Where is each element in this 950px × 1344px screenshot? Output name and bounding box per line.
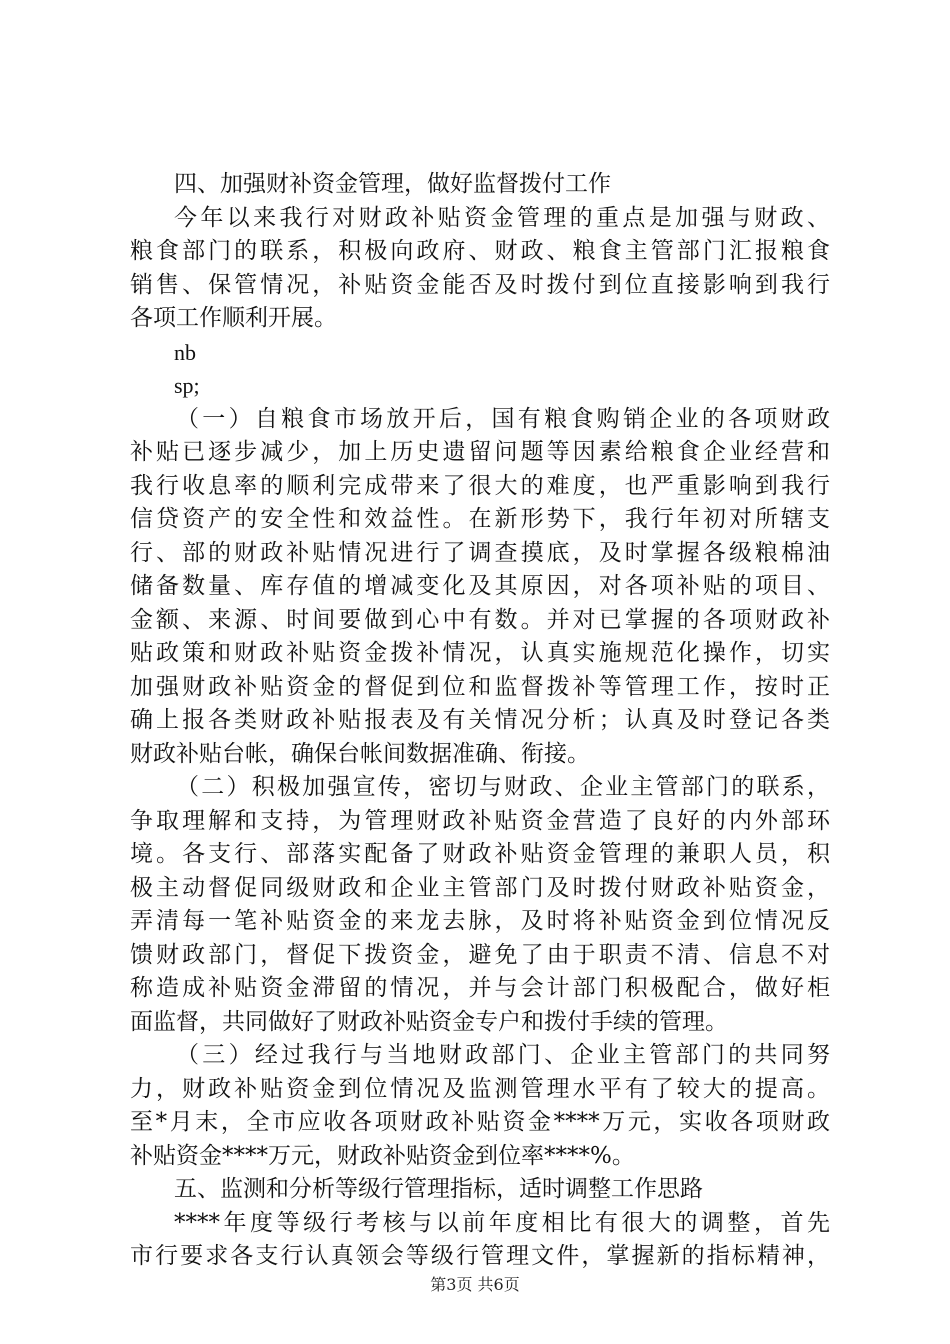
text-line: ****年度等级行考核与以前年度相比有很大的调整，首先 [174, 1209, 830, 1236]
text-line: 补贴资金****万元，财政补贴资金到位率****%。 [130, 1142, 635, 1169]
text-line: 境。各支行、部落实配备了财政补贴资金管理的兼职人员，积 [130, 841, 830, 867]
text-line: 销售、保管情况，补贴资金能否及时拨付到位直接影响到我行 [130, 271, 830, 298]
text-line: （三）经过我行与当地财政部门、企业主管部门的共同努 [176, 1042, 830, 1068]
text-line: 争取理解和支持，为管理财政补贴资金营造了良好的内外部环 [130, 807, 830, 834]
text-line: 信贷资产的安全性和效益性。在新形势下，我行年初对所辖支 [130, 506, 830, 532]
text-line: sp; [174, 373, 200, 398]
text-line: 确上报各类财政补贴报表及有关情况分析；认真及时登记各类 [130, 707, 830, 733]
text-line: 储备数量、库存值的增减变化及其原因，对各项补贴的项目、 [130, 573, 830, 599]
text-line: 加强财政补贴资金的督促到位和监督拨补等管理工作，按时正 [130, 673, 830, 700]
text-line: 财政补贴台帐，确保台帐间数据准确、衔接。 [130, 740, 590, 767]
text-line: 我行收息率的顺利完成带来了很大的难度，也严重影响到我行 [130, 472, 830, 499]
text-line: 称造成补贴资金滞留的情况，并与会计部门积极配合，做好柜 [130, 975, 830, 1001]
text-line: 面监督，共同做好了财政补贴资金专户和拨付手续的管理。 [130, 1008, 728, 1035]
text-line: 力，财政补贴资金到位情况及监测管理水平有了较大的提高。 [130, 1075, 830, 1102]
text-line: 粮食部门的联系，积极向政府、财政、粮食主管部门汇报粮食 [130, 238, 830, 264]
text-line: 行、部的财政补贴情况进行了调查摸底，及时掌握各级粮棉油 [130, 539, 830, 566]
text-line: 五、监测和分析等级行管理指标，适时调整工作思路 [174, 1176, 703, 1202]
text-line: 弄清每一笔补贴资金的来龙去脉，及时将补贴资金到位情况反 [130, 908, 830, 934]
text-line: 至*月末，全市应收各项财政补贴资金****万元，实收各项财政 [130, 1109, 830, 1135]
text-line: 极主动督促同级财政和企业主管部门及时拨付财政补贴资金， [130, 874, 830, 901]
page-footer: 第3页 共6页 [430, 1275, 520, 1294]
text-line: 贴政策和财政补贴资金拨补情况，认真实施规范化操作，切实 [130, 640, 830, 666]
text-line: 今年以来我行对财政补贴资金管理的重点是加强与财政、 [174, 204, 830, 231]
text-line: （二）积极加强宣传，密切与财政、企业主管部门的联系， [176, 774, 830, 800]
text-line: nb [174, 339, 196, 365]
text-line: 各项工作顺利开展。 [130, 305, 337, 331]
text-line: 馈财政部门，督促下拨资金，避免了由于职责不清、信息不对 [130, 941, 830, 968]
text-line: 市行要求各支行认真领会等级行管理文件，掌握新的指标精神， [130, 1243, 830, 1269]
text-line: （一）自粮食市场放开后，国有粮食购销企业的各项财政 [176, 405, 830, 432]
text-line: 补贴已逐步减少，加上历史遗留问题等因素给粮食企业经营和 [130, 439, 830, 465]
text-line: 金额、来源、时间要做到心中有数。并对已掌握的各项财政补 [130, 606, 830, 633]
text-line: 四、加强财补资金管理，做好监督拨付工作 [174, 171, 611, 197]
document-body [130, 168, 830, 1274]
